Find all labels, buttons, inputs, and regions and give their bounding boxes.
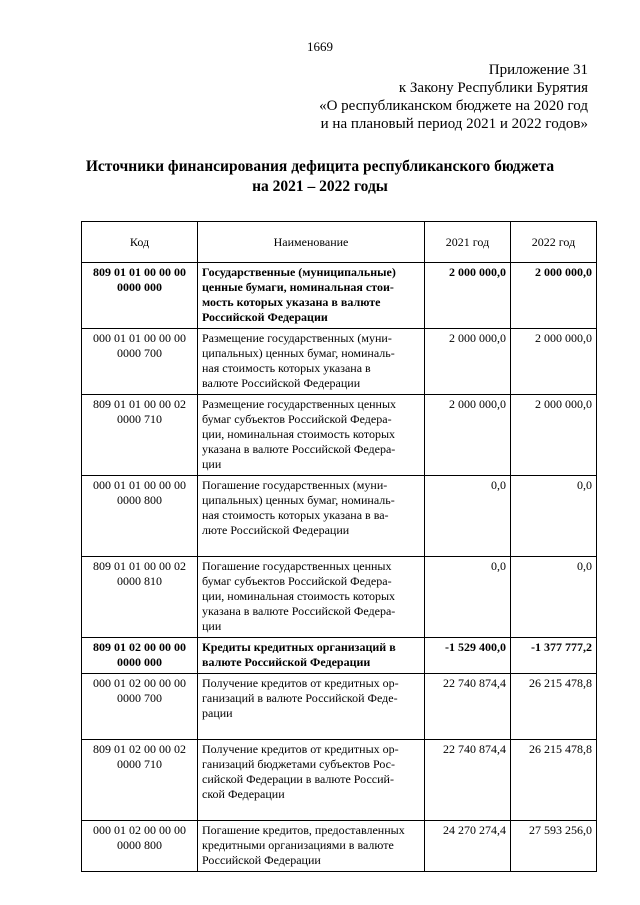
name-line: Размещение государственных ценных <box>202 397 397 411</box>
name-line: ципальных) ценных бумаг, номиналь- <box>202 493 395 507</box>
cell-2021: -1 529 400,0 <box>425 638 511 674</box>
cell-2022: 2 000 000,0 <box>511 263 597 329</box>
name-line: рации <box>202 706 233 720</box>
code-line: 000 01 02 00 00 00 <box>93 823 186 837</box>
name-line: ции <box>202 457 222 471</box>
code-line: 0000 800 <box>117 838 162 852</box>
cell-name <box>198 557 425 638</box>
name-line: ции <box>202 619 222 633</box>
name-line: Получение кредитов от кредитных ор- <box>202 742 399 756</box>
code-line: 809 01 01 00 00 02 <box>93 559 186 573</box>
name-line: бумаг субъектов Российской Федера- <box>202 574 392 588</box>
cell-2021: 2 000 000,0 <box>425 263 511 329</box>
cell-name <box>198 638 425 674</box>
cell-name <box>198 674 425 740</box>
cell-code <box>82 557 198 638</box>
cell-code <box>82 821 198 872</box>
code-line: 809 01 01 00 00 02 <box>93 397 186 411</box>
name-line: Размещение государственных (муни- <box>202 331 392 345</box>
cell-name <box>198 740 425 821</box>
code-line: 809 01 01 00 00 00 <box>93 265 186 279</box>
cell-2021: 0,0 <box>425 557 511 638</box>
cell-2022: 0,0 <box>511 557 597 638</box>
name-line: ная стоимость которых указана в ва- <box>202 508 389 522</box>
cell-code <box>82 674 198 740</box>
name-line: ской Федерации <box>202 787 285 801</box>
cell-2021: 0,0 <box>425 476 511 557</box>
name-line: люте Российской Федерации <box>202 523 350 537</box>
name-line: ципальных) ценных бумаг, номиналь- <box>202 346 395 360</box>
name-line <box>202 721 420 736</box>
title-line: Источники финансирования дефицита республиканского бюджета <box>85 158 555 175</box>
name-line: Получение кредитов от кредитных ор- <box>202 676 399 690</box>
code-line: 0000 000 <box>117 655 162 669</box>
code-line: 000 01 01 00 00 00 <box>93 478 186 492</box>
cell-2022: 2 000 000,0 <box>511 329 597 395</box>
page-number: 1669 <box>307 39 333 54</box>
cell-name <box>198 821 425 872</box>
appendix-line: «О республиканском бюджете на 2020 год <box>319 98 588 114</box>
document-title <box>0 157 640 197</box>
cell-2022: 0,0 <box>511 476 597 557</box>
name-line: валюте Российской Федерации <box>202 376 361 390</box>
code-line: 0000 700 <box>117 691 162 705</box>
appendix-line: Приложение 31 <box>488 62 588 78</box>
name-line: ная стоимость которых указана в <box>202 361 371 375</box>
cell-code <box>82 395 198 476</box>
code-line: 809 01 02 00 00 02 <box>93 742 186 756</box>
name-line: указана в валюте Российской Федера- <box>202 604 396 618</box>
name-line: Российской Федерации <box>202 853 321 867</box>
cell-2021: 2 000 000,0 <box>425 329 511 395</box>
name-line: Государственные (муниципальные) <box>202 265 396 279</box>
cell-name <box>198 395 425 476</box>
financing-sources-table <box>81 221 597 872</box>
code-line: 000 01 01 00 00 00 <box>93 331 186 345</box>
table-row <box>82 740 597 821</box>
cell-2022: 26 215 478,8 <box>511 674 597 740</box>
name-line: ции, номинальная стоимость которых <box>202 427 396 441</box>
code-line: 0000 700 <box>117 346 162 360</box>
table-body <box>82 263 597 872</box>
cell-2021: 24 270 274,4 <box>425 821 511 872</box>
table-row <box>82 263 597 329</box>
cell-2022: -1 377 777,2 <box>511 638 597 674</box>
code-line: 0000 710 <box>117 757 162 771</box>
column-header-2021: 2021 год <box>425 222 511 263</box>
name-line: Погашение кредитов, предоставленных <box>202 823 405 837</box>
code-line: 0000 000 <box>117 280 162 294</box>
table-row <box>82 395 597 476</box>
cell-code <box>82 329 198 395</box>
cell-name <box>198 263 425 329</box>
cell-2021: 22 740 874,4 <box>425 674 511 740</box>
name-line: Погашение государственных (муни- <box>202 478 388 492</box>
cell-code <box>82 740 198 821</box>
name-line: ции, номинальная стоимость которых <box>202 589 396 603</box>
name-line <box>202 802 420 817</box>
cell-code <box>82 476 198 557</box>
name-line: указана в валюте Российской Федера- <box>202 442 396 456</box>
cell-2022: 2 000 000,0 <box>511 395 597 476</box>
code-line: 000 01 02 00 00 00 <box>93 676 186 690</box>
name-line: валюте Российской Федерации <box>202 655 371 669</box>
table-row <box>82 638 597 674</box>
cell-name <box>198 476 425 557</box>
cell-2022: 27 593 256,0 <box>511 821 597 872</box>
appendix-block <box>319 61 588 133</box>
code-line: 0000 810 <box>117 574 162 588</box>
code-line: 0000 800 <box>117 493 162 507</box>
code-line: 0000 710 <box>117 412 162 426</box>
name-line: сийской Федерации в валюте Россий- <box>202 772 394 786</box>
table-row <box>82 821 597 872</box>
name-line: ганизаций бюджетами субъектов Рос- <box>202 757 395 771</box>
name-line: мость которых указана в валюте <box>202 295 381 309</box>
name-line: ганизаций в валюте Российской Феде- <box>202 691 398 705</box>
code-line: 809 01 02 00 00 00 <box>93 640 186 654</box>
name-line: ценные бумаги, номинальная стои- <box>202 280 394 294</box>
column-header-name: Наименование <box>198 222 425 263</box>
table-row <box>82 557 597 638</box>
cell-code <box>82 638 198 674</box>
table-row <box>82 674 597 740</box>
column-header-2022: 2022 год <box>511 222 597 263</box>
table-header-row <box>82 222 597 263</box>
name-line: бумаг субъектов Российской Федера- <box>202 412 392 426</box>
cell-code <box>82 263 198 329</box>
column-header-code: Код <box>82 222 198 263</box>
table-row <box>82 329 597 395</box>
name-line: Кредиты кредитных организаций в <box>202 640 396 654</box>
title-line: на 2021 – 2022 годы <box>252 178 388 195</box>
table-row <box>82 476 597 557</box>
cell-2021: 22 740 874,4 <box>425 740 511 821</box>
name-line: кредитными организациями в валюте <box>202 838 394 852</box>
name-line: Погашение государственных ценных <box>202 559 392 573</box>
appendix-line: и на плановый период 2021 и 2022 годов» <box>320 116 588 132</box>
appendix-line: к Закону Республики Бурятия <box>398 80 588 96</box>
cell-2022: 26 215 478,8 <box>511 740 597 821</box>
name-line: Российской Федерации <box>202 310 328 324</box>
name-line <box>202 538 420 553</box>
cell-2021: 2 000 000,0 <box>425 395 511 476</box>
cell-name <box>198 329 425 395</box>
